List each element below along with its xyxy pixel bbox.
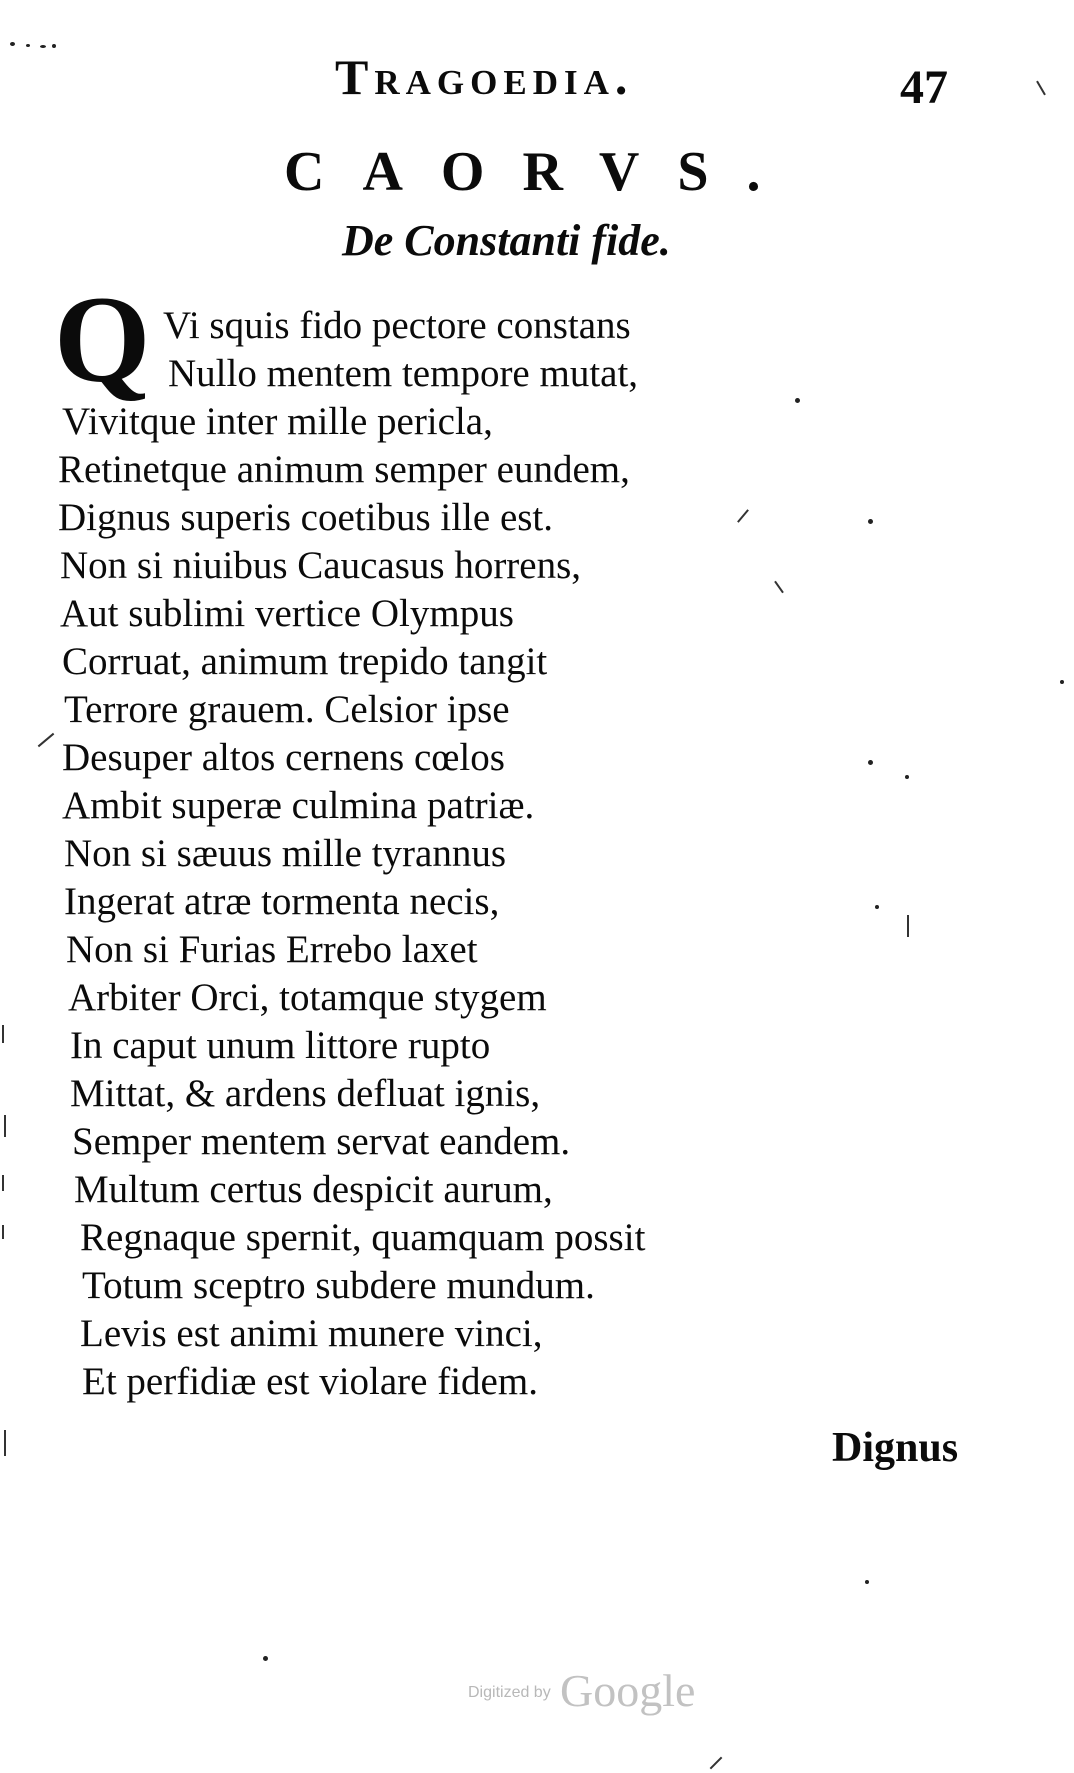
verse-line: Semper mentem servat eandem. (72, 1120, 571, 1163)
verse-line: Terrore grauem. Celsior ipse (64, 688, 510, 731)
verse-line: Mittat, & ardens defluat ignis, (70, 1072, 541, 1115)
verse-line: Nullo mentem tempore mutat, (168, 352, 639, 395)
digitized-by-label: Digitized by (468, 1684, 551, 1701)
verse-line: Ambit superæ culmina patriæ. (62, 784, 535, 827)
verse-line: Non si Furias Errebo laxet (66, 928, 478, 971)
verse-line: Totum sceptro subdere mundum. (82, 1264, 595, 1307)
verse-line: In caput unum littore rupto (70, 1024, 491, 1067)
chorus-subtitle: De Constanti fide. (342, 216, 671, 265)
catchword: Dignus (832, 1425, 959, 1471)
verse-line: Dignus superis coetibus ille est. (58, 496, 554, 539)
verse-line: Retinetque animum semper eundem, (58, 448, 630, 491)
verse-line: Non si sæuus mille tyrannus (64, 832, 507, 875)
verse-line: Multum certus despicit aurum, (74, 1168, 553, 1211)
verse-line: Desuper altos cernens cœlos (62, 736, 505, 779)
verse-line: Vivitque inter mille pericla, (62, 400, 493, 443)
chorus-title: CAORVS. (284, 141, 799, 203)
drop-cap: Q (54, 271, 151, 408)
verse-line: Aut sublimi vertice Olympus (60, 592, 514, 635)
verse-line: Arbiter Orci, totamque stygem (68, 976, 547, 1019)
verse-line: Et perfidiæ est violare fidem. (82, 1360, 538, 1403)
verse-line: Levis est animi munere vinci, (80, 1312, 543, 1355)
page-number: 47 (900, 61, 948, 114)
verse-line: Corruat, animum trepido tangit (62, 640, 548, 683)
verse-line: Vi squis fido pectore constans (163, 304, 631, 347)
verse-line: Regnaque spernit, quamquam possit (80, 1216, 646, 1259)
running-head: Tragoedia. (335, 49, 634, 105)
verse-line: Ingerat atræ tormenta necis, (64, 880, 500, 923)
google-wordmark: Google (560, 1665, 696, 1716)
verse-line: Non si niuibus Caucasus horrens, (60, 544, 582, 587)
